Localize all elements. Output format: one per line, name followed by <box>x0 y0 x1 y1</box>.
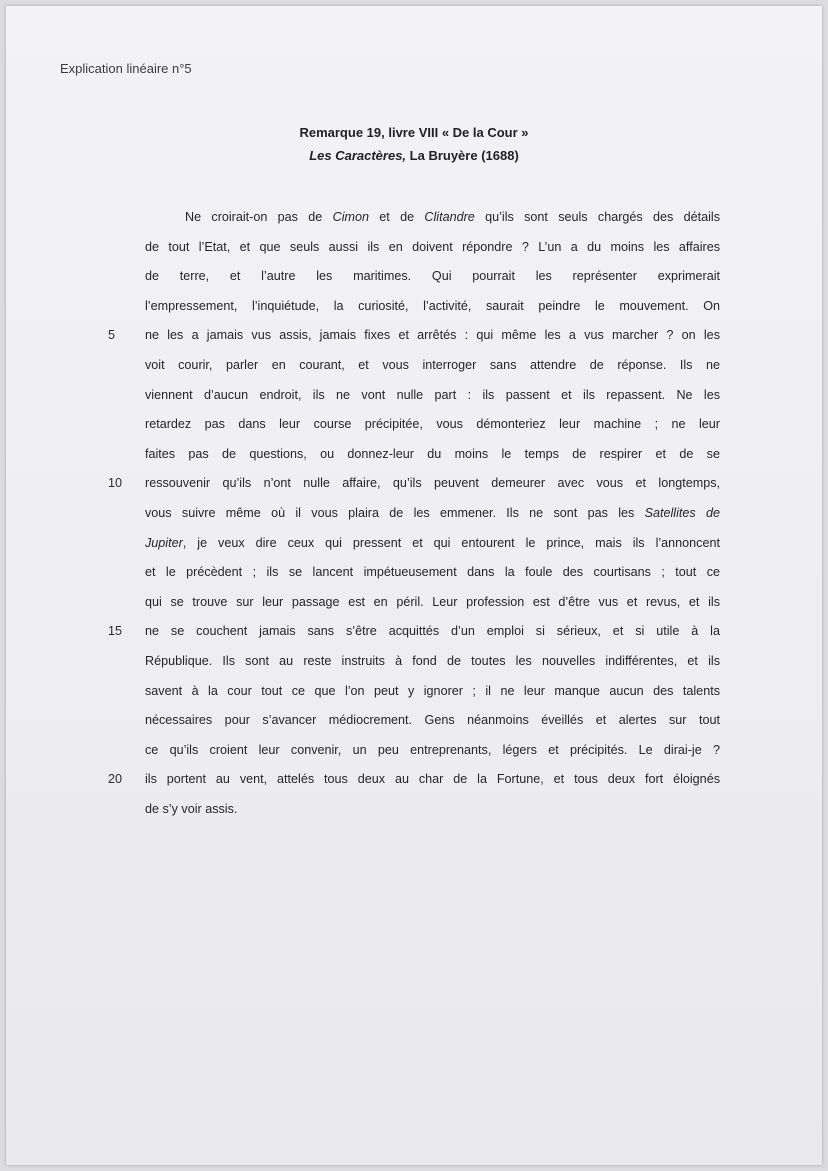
text-segment: ce qu’ils croient leur convenir, un peu entreprenants, légers et précipités. Le dirai-je ? <box>145 742 720 757</box>
text-line <box>145 413 720 435</box>
text-segment: ressouvenir qu’ils n’ont nulle affaire, qu’ils peuvent demeurer avec vous et longtemps, <box>145 476 720 491</box>
italic-segment: Satellites de <box>644 506 721 520</box>
text-line <box>145 798 720 820</box>
text-line <box>145 650 720 672</box>
line-number: 15 <box>108 624 123 639</box>
text-segment: l’empressement, l’inquiétude, la curiosité, l’activité, saurait peindre le mouvement. On <box>145 298 720 313</box>
text-line <box>145 502 720 524</box>
text-line <box>145 384 720 406</box>
document-page <box>6 6 822 1165</box>
text-segment: ils portent au vent, attelés tous deux au char de la Fortune, et tous deux fort éloignés <box>145 772 720 787</box>
text-segment: qui se trouve sur leur passage est en péril. Leur profession est d’être vus et revus, et ils <box>145 594 720 609</box>
text-segment: et le précèdent ; ils se lancent impétueusement dans la foule des courtisans ; tout ce <box>145 565 720 580</box>
text-segment: viennent d’aucun endroit, ils ne vont nulle part : ils passent et ils repassent. Ne les <box>145 387 720 402</box>
line-number: 20 <box>108 772 123 787</box>
text-segment: retardez pas dans leur course précipitée, vous démonteriez leur machine ; ne leur <box>145 417 720 432</box>
document-header: Explication linéaire n°5 <box>60 61 192 76</box>
document-title: Remarque 19, livre VIII « De la Cour » <box>299 125 529 140</box>
text-line <box>145 472 720 494</box>
text-segment: nécessaires pour s’avancer médiocrement. Gens néanmoins éveillés et alertes sur tout <box>145 713 720 728</box>
italic-segment: Cimon <box>332 210 369 224</box>
text-line <box>145 680 720 702</box>
work-author: La Bruyère (1688) <box>406 148 519 163</box>
text-segment: savent à la cour tout ce que l’on peut y ignorer ; il ne leur manque aucun des talents <box>145 683 720 698</box>
text-line <box>145 561 720 583</box>
line-number: 10 <box>108 476 123 491</box>
text-segment: de tout l’Etat, et que seuls aussi ils en doivent répondre ? L’un a du moins les affaires <box>145 239 720 254</box>
document-subtitle <box>0 148 828 163</box>
text-line <box>145 443 720 465</box>
italic-segment: Clitandre <box>424 210 475 224</box>
text-segment: de terre, et l’autre les maritimes. Qui pourrait les représenter exprimerait <box>145 269 720 284</box>
line-number: 5 <box>108 328 116 343</box>
text-segment: Ne croirait-on pas de <box>185 210 333 224</box>
text-line <box>145 354 720 376</box>
text-segment: de s’y voir assis. <box>145 802 238 816</box>
text-segment: voit courir, parler en courant, et vous interroger sans attendre de réponse. Ils ne <box>145 358 720 372</box>
text-line <box>145 591 720 613</box>
text-segment: vous suivre même où il vous plaira de les emmener. Ils ne sont pas les <box>145 506 645 520</box>
text-line <box>145 739 720 761</box>
text-segment: , je veux dire ceux qui pressent et qui entourent le prince, mais ils l’annoncent <box>182 535 720 550</box>
text-segment: ne se couchent jamais sans s’être acquittés d’un emploi si sérieux, et si utile à la <box>145 624 720 639</box>
text-segment: faites pas de questions, ou donnez-leur du moins le temps de respirer et de se <box>145 446 720 461</box>
text-line <box>145 620 720 642</box>
text-line <box>145 768 720 790</box>
text-line <box>145 324 720 346</box>
text-segment: République. Ils sont au reste instruits à fond de toutes les nouvelles indifférentes, et ils <box>145 654 720 668</box>
text-line <box>145 236 720 258</box>
work-title: Les Caractères, <box>309 148 407 163</box>
text-line <box>145 709 720 731</box>
text-line <box>185 206 720 228</box>
text-line <box>145 265 720 287</box>
text-line <box>145 295 720 317</box>
italic-segment: Jupiter <box>145 535 183 550</box>
text-line <box>145 532 720 554</box>
text-segment: et de <box>369 210 425 224</box>
text-segment: ne les a jamais vus assis, jamais fixes et arrêtés : qui même les a vus marcher ? on les <box>145 328 720 343</box>
text-segment: qu’ils sont seuls chargés des détails <box>474 210 720 224</box>
